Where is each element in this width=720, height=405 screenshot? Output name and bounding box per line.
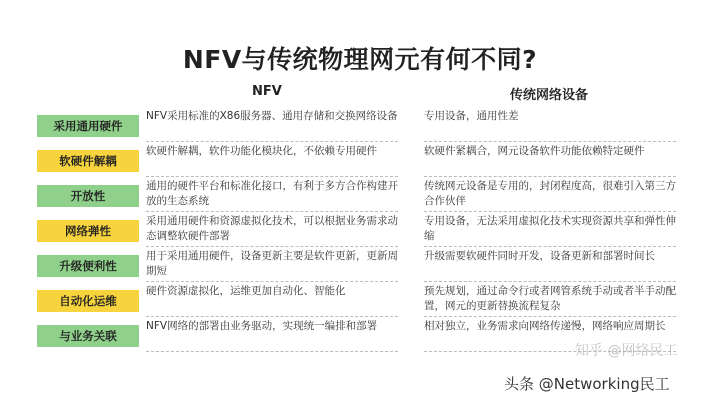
zhihu-watermark: 知乎 @网络民工 [575,343,678,359]
traditional-cell: 预先规划，通过命令行或者网管系统手动或者半手动配置，网元的更新替换流程复杂 [424,284,676,317]
nfv-cell: 软硬件解耦，软件功能化模块化，不依赖专用硬件 [146,144,398,177]
nfv-cell: NFV采用标准的X86服务器、通用存储和交换网络设备 [146,109,398,142]
nfv-cell: 采用通用硬件和资源虚拟化技术，可以根据业务需求动态调整软硬件部署 [146,214,398,247]
traditional-cell: 传统网元设备是专用的，封闭程度高，很难引入第三方合作伙伴 [424,179,676,212]
traditional-cell: 专用设备，通用性差 [424,109,676,142]
row-label: 与业务关联 [37,325,139,347]
nfv-cell: 通用的硬件平台和标准化接口，有利于多方合作构建开放的生态系统 [146,179,398,212]
row-label: 自动化运维 [37,290,139,312]
column-header-nfv: NFV [252,84,282,99]
traditional-cell: 专用设备，无法采用虚拟化技术实现资源共享和弹性伸缩 [424,214,676,247]
page-title: NFV与传统物理网元有何不同? [182,45,538,74]
table-row [37,177,677,212]
toutiao-watermark: 头条 @Networking民工 [504,375,670,393]
table-row [37,107,677,142]
nfv-cell: 用于采用通用硬件，设备更新主要是软件更新，更新周期短 [146,249,398,282]
row-label: 网络弹性 [37,220,139,242]
column-header-traditional: 传统网络设备 [510,88,589,103]
row-label: 软硬件解耦 [37,150,139,172]
table-row [37,282,677,317]
table-row [37,247,677,282]
nfv-cell: NFV网络的部署由业务驱动，实现统一编排和部署 [146,319,398,352]
row-label: 采用通用硬件 [37,115,139,137]
traditional-cell: 相对独立，业务需求向网络传递慢，网络响应周期长 [424,319,676,352]
row-label: 开放性 [37,185,139,207]
table-row [37,142,677,177]
row-label: 升级便利性 [37,255,139,277]
comparison-table [37,107,677,352]
traditional-cell: 软硬件紧耦合，网元设备软件功能依赖特定硬件 [424,144,676,177]
nfv-cell: 硬件资源虚拟化，运维更加自动化、智能化 [146,284,398,317]
traditional-cell: 升级需要软硬件同时开发，设备更新和部署时间长 [424,249,676,282]
table-row [37,212,677,247]
